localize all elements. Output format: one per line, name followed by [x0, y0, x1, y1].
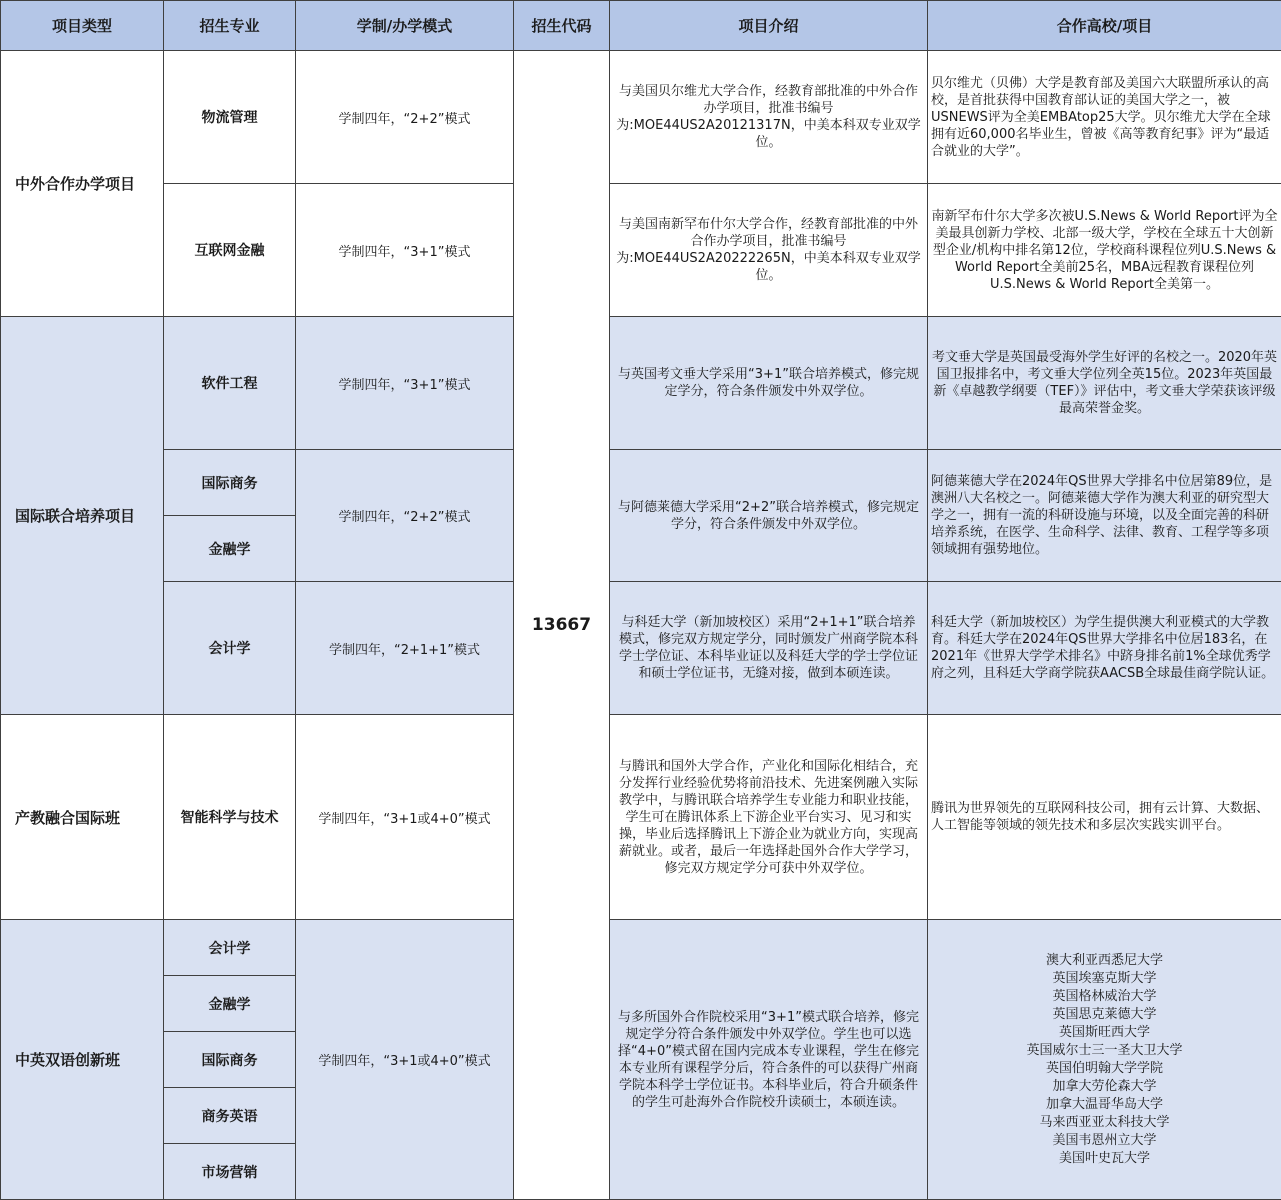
- major-cell: 软件工程: [164, 317, 296, 450]
- intro-cell: 与美国南新罕布什尔大学合作，经教育部批准的中外合作办学项目，批准书编号为:MOE44US2A20222265N，中美本科双专业双学位。: [610, 184, 928, 317]
- partner-list-item: 英国格林威治大学: [932, 988, 1277, 1006]
- intro-cell: 与美国贝尔维尤大学合作，经教育部批准的中外合作办学项目，批准书编号为:MOE44US2A20121317N，中美本科双专业双学位。: [610, 51, 928, 184]
- table-row: [1, 920, 1281, 976]
- project-type-cell: 中外合作办学项目: [1, 51, 164, 317]
- partner-list-item: 马来西亚亚太科技大学: [932, 1114, 1277, 1132]
- table-row: [1, 51, 1281, 184]
- header-mode: 学制/办学模式: [296, 1, 514, 51]
- table-row: [1, 715, 1281, 920]
- major-cell: 会计学: [164, 920, 296, 976]
- mode-cell: 学制四年，“3+1或4+0”模式: [296, 715, 514, 920]
- project-type-cell: 产教融合国际班: [1, 715, 164, 920]
- partner-list-item: 美国叶史瓦大学: [932, 1150, 1277, 1168]
- mode-cell: 学制四年，“3+1或4+0”模式: [296, 920, 514, 1200]
- major-cell: 国际商务: [164, 1032, 296, 1088]
- project-type-cell: 中英双语创新班: [1, 920, 164, 1200]
- major-cell: 智能科学与技术: [164, 715, 296, 920]
- partner-cell: 腾讯为世界领先的互联网科技公司，拥有云计算、大数据、人工智能等领域的领先技术和多层次实践实训平台。: [928, 715, 1281, 920]
- intro-cell: 与科廷大学（新加坡校区）采用“2+1+1”联合培养模式，修完双方规定学分，同时颁发广州商学院本科学士学位证、本科毕业证以及科廷大学的学士学位证和硕士学位证书，无缝对接，做到本硕连读。: [610, 582, 928, 715]
- partner-list-item: 澳大利亚西悉尼大学: [932, 952, 1277, 970]
- table-row: [1, 450, 1281, 516]
- major-cell: 物流管理: [164, 51, 296, 184]
- partner-cell: 阿德莱德大学在2024年QS世界大学排名中位居第89位，是澳洲八大名校之一。阿德莱德大学作为澳大利亚的研究型大学之一，拥有一流的科研设施与环境，以及全面完善的科研培养系统，在医学、生命科学、法律、教育、工程学等多项领域拥有强势地位。: [928, 450, 1281, 582]
- mode-cell: 学制四年，“2+2”模式: [296, 51, 514, 184]
- enrollment-code-cell: 13667: [514, 51, 610, 1200]
- header-major: 招生专业: [164, 1, 296, 51]
- major-cell: 商务英语: [164, 1088, 296, 1144]
- major-cell: 互联网金融: [164, 184, 296, 317]
- partner-list-item: 英国伯明翰大学学院: [932, 1060, 1277, 1078]
- mode-cell: 学制四年，“3+1”模式: [296, 317, 514, 450]
- partner-list-item: 英国威尔士三一圣大卫大学: [932, 1042, 1277, 1060]
- mode-cell: 学制四年，“2+2”模式: [296, 450, 514, 582]
- partner-list-item: 美国韦恩州立大学: [932, 1132, 1277, 1150]
- partner-list-cell: [928, 920, 1281, 1200]
- header-partner: 合作高校/项目: [928, 1, 1281, 51]
- table-row: [1, 317, 1281, 450]
- partner-list-item: 英国斯旺西大学: [932, 1024, 1277, 1042]
- header-intro: 项目介绍: [610, 1, 928, 51]
- major-cell: 国际商务: [164, 450, 296, 516]
- project-type-cell: 国际联合培养项目: [1, 317, 164, 715]
- intro-cell: 与多所国外合作院校采用“3+1”模式联合培养，修完规定学分符合条件颁发中外双学位。学生也可以选择“4+0”模式留在国内完成本专业课程，学生在修完本专业所有课程学分后，符合条件的可以获得广州商学院本科学士学位证书。本科毕业后，符合升硕条件的学生可赴海外合作院校升读硕士，本硕连读。: [610, 920, 928, 1200]
- table-row: [1, 184, 1281, 317]
- intro-cell: 与阿德莱德大学采用“2+2”联合培养模式，修完规定学分，符合条件颁发中外双学位。: [610, 450, 928, 582]
- intro-cell: 与英国考文垂大学采用“3+1”联合培养模式，修完规定学分，符合条件颁发中外双学位。: [610, 317, 928, 450]
- partner-cell: 南新罕布什尔大学多次被U.S.News & World Report评为全美最具创新力学校、北部一级大学，学校在全球五十大创新型企业/机构中排名第12位，学校商科课程位列U.S.News & World Report全美前25名，MBA远程教育课程位列U.S.News & World Report全美第一。: [928, 184, 1281, 317]
- mode-cell: 学制四年，“2+1+1”模式: [296, 582, 514, 715]
- partner-list-item: 英国埃塞克斯大学: [932, 970, 1277, 988]
- intro-cell: 与腾讯和国外大学合作，产业化和国际化相结合，充分发挥行业经验优势将前沿技术、先进案例融入实际教学中，与腾讯联合培养学生专业能力和职业技能，学生可在腾讯体系上下游企业平台实习、见习和实操，毕业后选择腾讯上下游企业为就业方向，实现高薪就业。或者，最后一年选择赴国外合作大学学习，修完双方规定学分可获中外双学位。: [610, 715, 928, 920]
- partner-list-item: 英国思克莱德大学: [932, 1006, 1277, 1024]
- mode-cell: 学制四年，“3+1”模式: [296, 184, 514, 317]
- table-row: [1, 582, 1281, 715]
- header-project-type: 项目类型: [1, 1, 164, 51]
- header-code: 招生代码: [514, 1, 610, 51]
- partner-cell: 科廷大学（新加坡校区）为学生提供澳大利亚模式的大学教育。科廷大学在2024年QS世界大学排名中位居183名，在2021年《世界大学学术排名》中跻身排名前1%全球优秀学府之列，且科廷大学商学院获AACSB全球最佳商学院认证。: [928, 582, 1281, 715]
- header-row: [1, 1, 1281, 51]
- major-cell: 金融学: [164, 516, 296, 582]
- major-cell: 金融学: [164, 976, 296, 1032]
- partner-list-item: 加拿大劳伦森大学: [932, 1078, 1277, 1096]
- major-cell: 会计学: [164, 582, 296, 715]
- partner-list-item: 加拿大温哥华岛大学: [932, 1096, 1277, 1114]
- major-cell: 市场营销: [164, 1144, 296, 1200]
- partner-cell: 贝尔维尤（贝佛）大学是教育部及美国六大联盟所承认的高校，是首批获得中国教育部认证的美国大学之一，被USNEWS评为全美EMBAtop25大学。贝尔维尤大学在全球拥有近60,000名毕业生，曾被《高等教育纪事》评为“最适合就业的大学”。: [928, 51, 1281, 184]
- partner-cell: 考文垂大学是英国最受海外学生好评的名校之一。2020年英国卫报排名中，考文垂大学位列全英15位。2023年英国最新《卓越教学纲要（TEF）》评估中，考文垂大学荣获该评级最高荣誉金奖。: [928, 317, 1281, 450]
